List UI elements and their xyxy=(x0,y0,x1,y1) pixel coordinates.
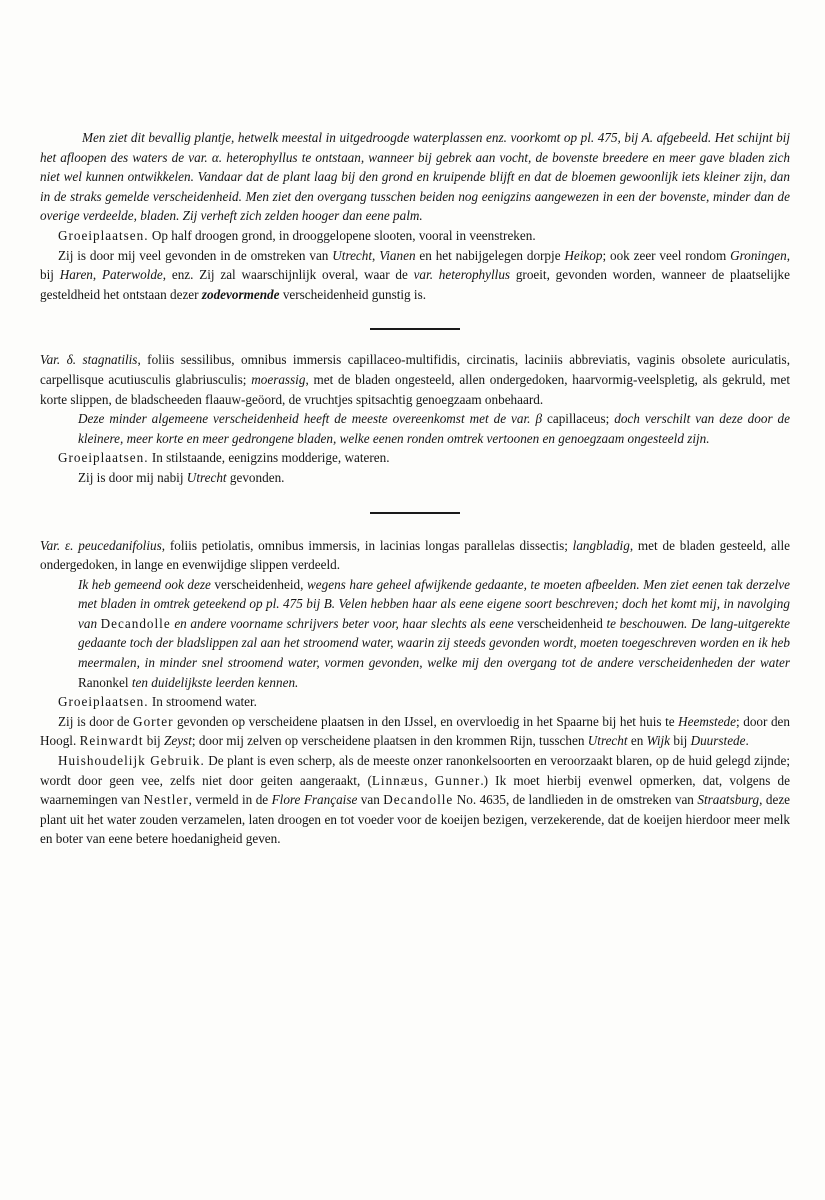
section-divider-2 xyxy=(370,512,460,514)
text-para3-post: doch verschilt van deze door de kleinere, meer korte en meer gedrongene bladen, welke eenen ronden omtrek vertoonen en genoegzaam ongesteeld zijn. xyxy=(78,411,791,446)
text-gebruik-nestler: Nestler xyxy=(143,792,189,808)
text-var-delta-desc: , met de bladen ongesteeld, allen ondergedoken, haarvormig-veelspletig, als gekruld, met korte slippen, de bladscheeden flaauw-geöord, de vruchtjes spitsachtig genoegzaam onbehaard. xyxy=(40,371,791,407)
text-para3-beta: β xyxy=(535,411,543,427)
text-gebruik-e: van xyxy=(360,792,380,808)
text-para6-reinwardt: Reinwardt xyxy=(79,733,144,749)
text-gebruik-g: , deze plant uit het water zouden verzamelen, laten droogen en tot voeder voor de koeijen bezigen, verzekerende, dat de koeijen hierdoor meer melk en boter van eene betere hoedanigheid geven. xyxy=(40,792,791,847)
text-para2-mid6: , enz. Zij zal waarschijnlijk overal, waar de xyxy=(162,267,408,283)
text-gebruik-c: .) Ik moet hierbij evenwel opmerken, dat, volgens de waarnemingen van xyxy=(40,772,790,808)
text-gebruik-d: , vermeld in de xyxy=(188,792,269,808)
text-para2-paterwolde: Paterwolde xyxy=(101,267,163,283)
text-para6-g: bij xyxy=(673,733,688,749)
text-para5-e: verscheidenheid xyxy=(517,615,603,631)
text-para5-f: te beschouwen. De lang-uitgerekte gedaante toch der bladslippen zal aan het stroomend water, waarin zij steeds gevonden wordt, moeten toegeschreven worden en ik heb meermalen, in minder snel stroomend water, vormen gevonden, welke mij den overgang tot de andere verscheidenheden der water xyxy=(78,615,791,671)
text-gebruik-b: , xyxy=(424,772,428,788)
text-para2-end: verscheidenheid gunstig is. xyxy=(282,286,427,302)
text-para5-decandolle: Decandolle xyxy=(100,615,171,631)
text-para5-d: en andere voorname schrijvers beter voor, haar slechts als eene xyxy=(174,615,514,631)
text-var-eps-dutch-name: langbladig xyxy=(572,537,630,553)
text-para6-h: . xyxy=(745,733,749,749)
paragraph-variety-epsilon-note xyxy=(40,575,790,693)
text-groei3-heading: Groeiplaatsen. xyxy=(58,694,149,710)
text-para2-mid1: , xyxy=(372,247,376,263)
text-para5-b: verscheidenheid, xyxy=(214,576,304,592)
text-para2-mid4: , bij xyxy=(40,247,791,283)
text-para6-e: ; door mij zelven op verscheidene plaatsen in den krommen Rijn, tusschen xyxy=(191,733,585,749)
text-gebruik-gunner: Gunner xyxy=(434,772,481,788)
text-var-delta-dutch-name: moerassig xyxy=(251,371,306,387)
text-groei2-text: In stilstaande, eenigzins modderige, wateren. xyxy=(151,450,390,466)
paragraph-localities-2 xyxy=(40,468,790,488)
text-para6-d: bij xyxy=(146,733,161,749)
text-para2-vianen: Vianen xyxy=(379,247,416,263)
text-para2-zode: zodevormende xyxy=(201,286,280,302)
text-column xyxy=(40,128,790,849)
paragraph-habitat-heading-2 xyxy=(40,448,790,468)
text-para5-a: Ik heb gemeend ook deze xyxy=(78,576,211,592)
paragraph-description xyxy=(40,128,790,226)
text-gebruik-f: No. 4635, de landlieden in de omstreken van xyxy=(456,792,694,808)
text-para3-pre: Deze minder algemeene verscheidenheid heeft de meeste overeenkomst met de var. xyxy=(78,411,531,427)
text-para3-cap: capillaceus; xyxy=(547,411,610,427)
text-para6-b: gevonden op verscheidene plaatsen in den IJssel, en overvloedig in het Spaarne bij het huis te xyxy=(177,713,675,729)
paragraph-habitat-heading-3 xyxy=(40,692,790,712)
text-var-eps-label: Var. ε. peucedanifolius xyxy=(40,537,162,553)
text-para4-post: gevonden. xyxy=(229,469,285,485)
text-gebruik-decandolle: Decandolle xyxy=(383,792,454,808)
paragraph-localities-1 xyxy=(40,246,790,305)
paragraph-variety-delta-note xyxy=(40,409,790,448)
text-para4-pre: Zij is door mij nabij xyxy=(78,469,184,485)
text-para2-haren: Haren xyxy=(59,267,93,283)
text-para2-mid7: groeit, gevonden worden, wanneer de plaatselijke gesteldheid het ontstaan dezer xyxy=(40,267,790,302)
text-para4-utrecht: Utrecht xyxy=(186,469,227,485)
text-para5-ranonkel: Ranonkel xyxy=(78,674,129,690)
text-groei2-heading: Groeiplaatsen. xyxy=(58,450,149,466)
text-para2-mid3: ; ook zeer veel rondom xyxy=(602,247,727,263)
text-para6-zeyst: Zeyst xyxy=(164,733,192,749)
paragraph-household-use xyxy=(40,751,790,849)
text-para1-text: Men ziet dit bevallig plantje, hetwelk meestal in uitgedroogde waterplassen enz. voorkomt op pl. 475, bij A. afgebeeld. Het schijnt bij het afloopen des waters de var. α. heterophyllus te ontstaan, wanneer bij gebrek aan vocht, de bovenste breedere en meer gave bladen zich niet wel kunnen ontwikkelen. Vandaar dat de plant laag bij den grond en kruipende blijft en dat de bloemen gewoonlijk iets kleiner zijn, dan in de straks gemelde verscheidenheid. Men ziet den overgang tusschen beiden nog eenigzins aangewezen in een der bovenste, minder dan de overige verdeelde, bladen. Zij verheft zich zelden hooger dan eene palm. xyxy=(40,130,790,224)
text-para2-mid2: en het nabijgelegen dorpje xyxy=(419,247,561,263)
text-para2-pre: Zij is door mij veel gevonden in de omstreken van xyxy=(58,247,329,263)
text-groei3-text: In stroomend water. xyxy=(151,694,257,710)
text-para6-f: en xyxy=(630,733,644,749)
text-gebruik-a: De plant is even scherp, als de meeste onzer ranonkelsoorten en veroorzaakt blaren, op de huid gelegd zijnde; wordt door geen vee, zelfs niet door geiten aangeraakt, ( xyxy=(40,753,790,788)
paragraph-habitat-heading-1 xyxy=(40,226,790,246)
variety-delta-diagnosis xyxy=(40,350,790,409)
text-para2-varhet: var. heterophyllus xyxy=(413,267,511,283)
text-para6-a: Zij is door de xyxy=(58,713,130,729)
text-para6-duurstede: Duurstede xyxy=(690,733,746,749)
text-para5-g: ten duidelijkste leerden kennen. xyxy=(131,674,299,690)
text-para6-heemstede: Heemstede xyxy=(678,713,737,729)
text-para6-c: ; door den Hoogl. xyxy=(40,713,791,749)
text-para5-c: wegens hare geheel afwijkende gedaante, te moeten afbeelden. Men ziet eenen tak derzelve met bladen in omtrek geteekend op pl. 475 bij B. Velen hebben haar als eene eigene soort beschreven; doch het komt mij, in navolging van xyxy=(78,576,791,631)
text-var-delta-label: Var. δ. stagnatilis xyxy=(40,352,138,368)
section-divider-1 xyxy=(370,328,460,330)
text-para2-heikop: Heikop xyxy=(564,247,603,263)
text-para6-utrecht: Utrecht xyxy=(587,733,628,749)
text-para2-mid5: , xyxy=(92,267,97,283)
text-var-delta-latin: , foliis sessilibus, omnibus immersis capillaceo-multifidis, circinatis, laciniis abbreviatis, vaginis obsolete auriculatis, carpellisque acutiusculis glabriusculis; xyxy=(40,352,790,387)
text-gebruik-straatsburg: Straatsburg xyxy=(697,792,760,808)
text-gebruik-flore: Flore Française xyxy=(271,792,358,808)
text-gebruik-heading: Huishoudelijk Gebruik. xyxy=(58,753,205,769)
text-var-eps-latin: , foliis petiolatis, omnibus immersis, in lacinias longas parallelas dissectis; xyxy=(161,537,568,553)
paragraph-localities-3 xyxy=(40,712,790,751)
text-para2-utrecht: Utrecht xyxy=(332,247,373,263)
text-groei1-text: Op half droogen grond, in drooggelopene slooten, vooral in veenstreken. xyxy=(151,227,536,243)
text-para6-gorter: Gorter xyxy=(133,713,174,729)
text-groei1-heading: Groeiplaatsen. xyxy=(58,227,149,243)
variety-epsilon-diagnosis xyxy=(40,536,790,575)
text-para6-wijk: Wijk xyxy=(646,733,671,749)
text-para2-groningen: Groningen xyxy=(730,247,787,263)
text-var-eps-desc: , met de bladen gesteeld, alle ondergedoken, in lange en evenwijdige slippen verdeeld. xyxy=(40,537,791,573)
text-gebruik-linnaeus: Linnæus xyxy=(371,772,425,788)
